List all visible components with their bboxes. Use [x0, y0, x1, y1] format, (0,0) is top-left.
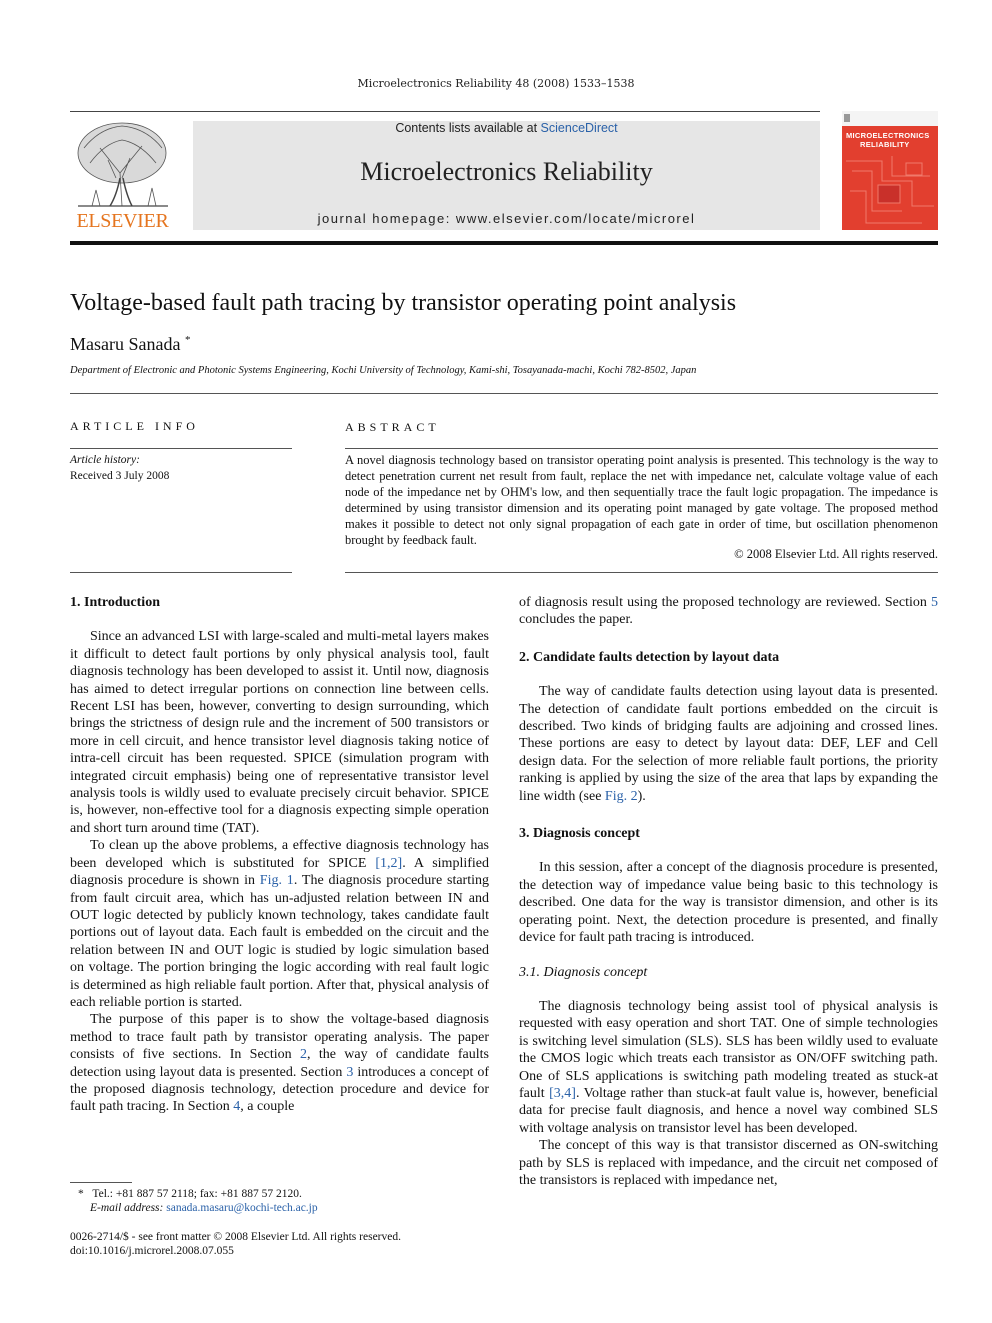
- section-3-1-paragraph-1: [519, 998, 938, 1137]
- author-footnote: [70, 1187, 489, 1215]
- contents-line: [193, 121, 820, 135]
- journal-cover: [842, 111, 938, 230]
- text-span: of diagnosis result using the proposed technology are reviewed. Section: [519, 595, 931, 610]
- intro-paragraph-3: [70, 1011, 489, 1115]
- footnote-tel: [70, 1187, 489, 1201]
- cover-title: [846, 131, 934, 149]
- footnote-email: [70, 1201, 489, 1215]
- elsevier-tree-icon: [70, 118, 175, 208]
- text-span: To clean up the above problems, a effective diagnosis technology has been developed which is substituted for SPICE: [70, 838, 489, 871]
- text-span: . The diagnosis procedure starting from fault circuit area, which has un-adjusted relation between IN and OUT logic detected by publicly known technology, takes candidate fault portions out of layout data. Each fault is embedded on the circuit and the relation between IN and OUT logic is studied by logic simulation based on voltage. The portion bringing the logic according with real fault logic is determined as high reliable fault portion. After that, physical analysis of each reliable portion is started.: [70, 873, 489, 1010]
- contents-prefix: Contents lists available at: [395, 121, 541, 135]
- fig-1-link[interactable]: Fig. 1: [259, 873, 294, 889]
- abstract-heading: ABSTRACT: [345, 420, 440, 434]
- circuit-pattern-icon: [842, 111, 938, 230]
- sciencedirect-link[interactable]: ScienceDirect: [540, 121, 618, 135]
- text-span: concludes the paper.: [519, 612, 633, 628]
- text-span: , the way of candidate faults detection using layout data is presented. Section: [70, 1047, 489, 1080]
- abstract-text: A novel diagnosis technology based on transistor operating point analysis is presented. This technology is the way to detect penetration current net result from fault, replace the net with impedance net, calculate voltage value of each node of the impedance net by OHM's low, and then sequentially trace the fault logic propagation. The impedance is determined by using transistor dimension and its operating point managed by gate voltage. The proposed method makes it possible to detect not only signal propagation of each gate in order of time, but oscillation phenomenon brought by feedback fault.: [345, 453, 938, 547]
- journal-homepage[interactable]: journal homepage: www.elsevier.com/locate/microrel: [317, 211, 696, 226]
- author-footnote-mark[interactable]: *: [184, 334, 191, 346]
- abstract-rule: [345, 448, 938, 449]
- ref-link-1-2[interactable]: [1,2]: [375, 855, 403, 871]
- fig-2-link[interactable]: Fig. 2: [604, 788, 638, 804]
- publisher-wordmark: ELSEVIER: [76, 210, 169, 232]
- abstract-bottom-rule: [345, 572, 938, 573]
- text-span: , a couple: [240, 1099, 295, 1115]
- section-2-paragraph: [519, 683, 938, 805]
- right-column: [519, 594, 938, 1189]
- cover-title-line-2: RELIABILITY: [860, 140, 910, 149]
- section-3-1-heading: 3.1. Diagnosis concept: [519, 964, 648, 980]
- journal-citation: Microelectronics Reliability 48 (2008) 1533–1538: [357, 77, 635, 90]
- author-line: [70, 334, 190, 355]
- section-5-link[interactable]: 5: [931, 595, 938, 610]
- footnote-rule: [70, 1182, 132, 1183]
- intro-continuation: [519, 594, 938, 629]
- issn-line: 0026-2714/$ - see front matter © 2008 Elsevier Ltd. All rights reserved.: [70, 1231, 401, 1243]
- text-span: The way of candidate faults detection using layout data is presented. The detection of candidate fault portions embedded on the circuit is described. Two kinds of bridging faults are adjoining and crossed lines. These portions are easy to detect by layout data: DEF, LEF and Cell design data. For the selection of more reliable fault portions, the priority ranking is applied by using the size of the area that laps by expanding the line width (see: [519, 684, 938, 804]
- journal-banner: [193, 121, 820, 230]
- article-info-heading: ARTICLE INFO: [70, 419, 199, 433]
- article-info-rule: [70, 448, 292, 449]
- author-name: Masaru Sanada: [70, 334, 181, 354]
- text-span: ).: [637, 788, 646, 804]
- section-2-heading: 2. Candidate faults detection by layout data: [519, 649, 780, 665]
- front-matter: [70, 1230, 570, 1258]
- article-info-bottom-rule: [70, 572, 292, 573]
- article-title: Voltage-based fault path tracing by transistor operating point analysis: [70, 290, 737, 316]
- article-history: [70, 452, 292, 484]
- intro-paragraph-1: Since an advanced LSI with large-scaled and multi-metal layers makes it difficult to detect fault portions by only physical analysis tool, fault diagnosis technology has been developed to assist it. Until now, diagnosis has aimed to detect irregular portions on connection line between cells. Recent LSI has been, however, converting to design surrounding, which brings the strictness of design rule and the increment of 500 transistors or more in cell circuit, and hence transistor level diagnosis taking notice of intra-cell circuit has been requested. SPICE (simulation program with integrated circuit emphasis) being one of representative transistor level analysis tools is wildly used to evaluate precisely circuit behavior. SPICE is, however, non-effective tool for a diagnosis expecting simple operation and short turn around time (TAT).: [70, 629, 489, 836]
- left-column: [70, 594, 489, 1116]
- header-rule: [70, 111, 820, 112]
- email-label: E-mail address:: [90, 1202, 164, 1214]
- footnote-mark: *: [78, 1188, 84, 1200]
- cover-title-line-1: MICROELECTRONICS: [846, 131, 930, 140]
- text-span: . Voltage rather than stuck-at fault value is, however, beneficial data for precise fault diagnosis, and hence a novel way combined SLS with voltage analysis on transistor level has been developed.: [519, 1085, 939, 1136]
- section-3-1-paragraph-2: The concept of this way is that transistor discerned as ON-switching path by SLS is replaced with impedance, and the circuit net composed of the transistors is replaced with impedance net,: [519, 1138, 938, 1188]
- ref-link-3-4[interactable]: [3,4]: [549, 1085, 576, 1101]
- title-rule: [70, 393, 938, 394]
- elsevier-logo: [70, 118, 175, 233]
- text-span: The purpose of this paper is to show the voltage-based diagnosis method to trace fault path by transistor operating analysis. The paper consists of five sections. In Section: [70, 1012, 489, 1063]
- section-3-paragraph: In this session, after a concept of the diagnosis procedure is presented, the detection way of impedance value being basic to this technology is described. One data for the way is transistor dimension, and other is its operating point. Next, the detection procedure is presented, and finally device for fault path tracing is introduced.: [519, 860, 938, 946]
- affiliation: Department of Electronic and Photonic Systems Engineering, Kochi University of Technology, Kami-shi, Tosayanada-machi, Kochi 782-8502, Japan: [70, 365, 697, 376]
- section-1-heading: 1. Introduction: [70, 595, 160, 610]
- history-label: Article history:: [70, 454, 140, 466]
- section-2-link[interactable]: 2: [300, 1047, 308, 1063]
- doi-line: doi:10.1016/j.microrel.2008.07.055: [70, 1245, 234, 1257]
- received-date: Received 3 July 2008: [70, 470, 170, 482]
- footnote-tel-text: Tel.: +81 887 57 2118; fax: +81 887 57 2120.: [92, 1188, 302, 1200]
- text-span: . A simplified diagnosis procedure is shown in: [70, 855, 489, 889]
- header-thick-rule: [70, 241, 938, 245]
- text-span: introduces a concept of the proposed diagnosis technology, detection procedure and device for fault path tracing. In Section: [70, 1064, 489, 1115]
- intro-paragraph-2: [70, 837, 489, 1011]
- section-4-link[interactable]: 4: [233, 1099, 241, 1115]
- abstract-copyright: © 2008 Elsevier Ltd. All rights reserved.: [734, 547, 938, 561]
- section-3-heading: 3. Diagnosis concept: [519, 826, 640, 842]
- text-span: The diagnosis technology being assist tool of physical analysis is requested with easy operation and short TAT. One of simple technologies is switching level simulation (SLS). SLS has been wildly used to evaluate the CMOS logic which treats each transistor as ON/OFF switching path. One of SLS applications is switching path modeling treated as stuck-at fault: [519, 998, 938, 1101]
- section-3-link[interactable]: 3: [346, 1064, 354, 1080]
- journal-title: Microelectronics Reliability: [360, 157, 653, 186]
- email-link[interactable]: sanada.masaru@kochi-tech.ac.jp: [166, 1202, 318, 1214]
